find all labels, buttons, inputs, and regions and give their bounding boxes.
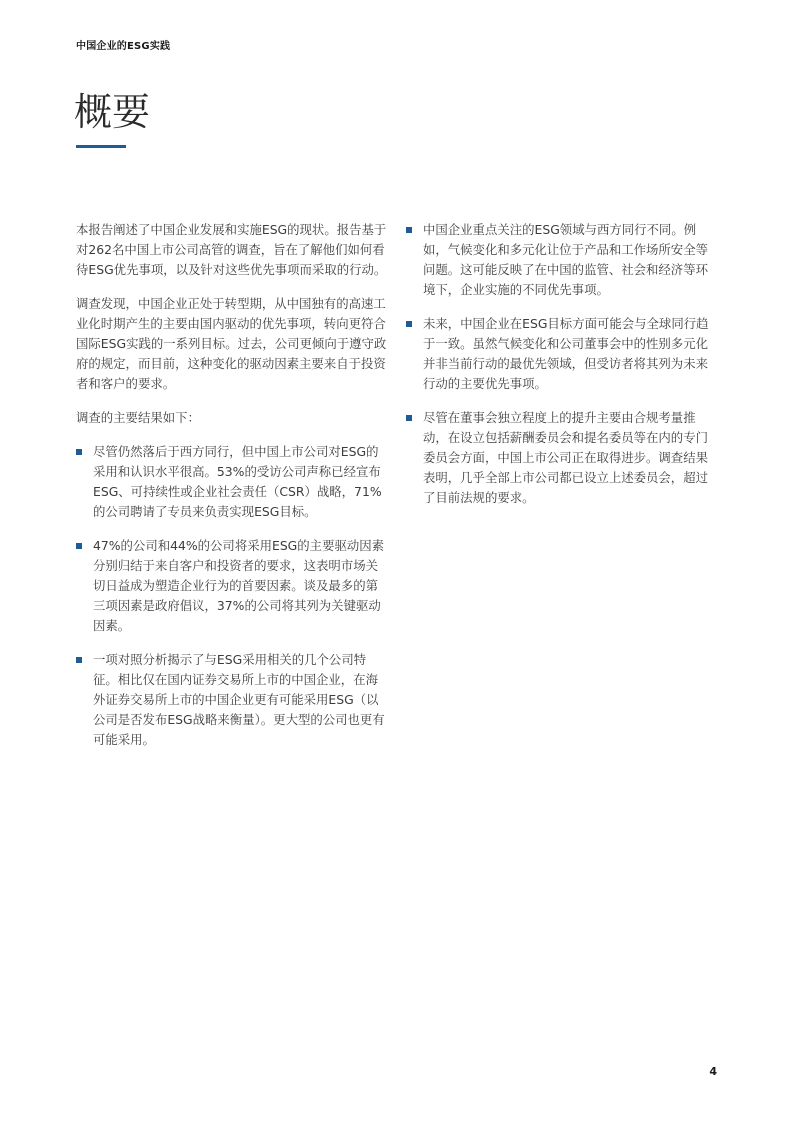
- list-item: [76, 650, 388, 750]
- intro-paragraph: 本报告阐述了中国企业发展和实施ESG的现状。报告基于对262名中国上市公司高管的调查，旨在了解他们如何看待ESG优先事项，以及针对这些优先事项而采取的行动。: [76, 222, 387, 277]
- page-title: 概要: [74, 90, 151, 134]
- results-lead-in: 调查的主要结果如下：: [76, 410, 200, 425]
- list-item-text: 未来，中国企业在ESG目标方面可能会与全球同行趋于一致。虽然气候变化和公司董事会中的性别多元化并非当前行动的最优先领域，但受访者将其列为未来行动的主要优先事项。: [423, 316, 709, 391]
- findings-paragraph: 调查发现，中国企业正处于转型期，从中国独有的高速工业化时期产生的主要由国内驱动的优先事项，转向更符合国际ESG实践的一系列目标。过去，公司更倾向于遵守政府的规定，而目前，这种变化的驱动因素主要来自于投资者和客户的要求。: [76, 296, 387, 391]
- list-item-text: 47%的公司和44%的公司将采用ESG的主要驱动因素分别归结于来自客户和投资者的要求，这表明市场关切日益成为塑造企业行为的首要因素。谈及最多的第三项因素是政府倡议，37%的公司将其列为关键驱动因素。: [93, 538, 385, 633]
- square-bullet-icon: [406, 321, 412, 327]
- running-header: 中国企业的ESG实践: [76, 41, 171, 52]
- left-column: [76, 220, 388, 764]
- list-item: [76, 442, 388, 522]
- list-item-text: 一项对照分析揭示了与ESG采用相关的几个公司特征。相比仅在国内证券交易所上市的中国企业，在海外证券交易所上市的中国企业更有可能采用ESG（以公司是否发布ESG战略来衡量）。更大型的公司也更有可能采用。: [93, 652, 385, 747]
- list-item: [76, 536, 388, 636]
- list-item: [406, 314, 718, 394]
- square-bullet-icon: [76, 543, 82, 549]
- square-bullet-icon: [76, 449, 82, 455]
- right-column: [406, 220, 718, 522]
- square-bullet-icon: [76, 657, 82, 663]
- list-item-text: 中国企业重点关注的ESG领域与西方同行不同。例如，气候变化和多元化让位于产品和工作场所安全等问题。这可能反映了在中国的监管、社会和经济等环境下，企业实施的不同优先事项。: [423, 222, 708, 297]
- square-bullet-icon: [406, 227, 412, 233]
- key-findings-list: [76, 442, 388, 750]
- list-item-text: 尽管在董事会独立程度上的提升主要由合规考量推动，在设立包括薪酬委员会和提名委员等在内的专门委员会方面，中国上市公司正在取得进步。调查结果表明，几乎全部上市公司都已设立上述委员会，超过了目前法规的要求。: [423, 410, 708, 505]
- list-item: [406, 408, 718, 508]
- page-number: 4: [709, 1065, 717, 1078]
- list-item-text: 尽管仍然落后于西方同行，但中国上市公司对ESG的采用和认识水平很高。53%的受访公司声称已经宣布ESG、可持续性或企业社会责任（CSR）战略，71%的公司聘请了专员来负责实现ESG目标。: [93, 444, 382, 519]
- key-findings-list-continued: [406, 220, 718, 508]
- list-item: [406, 220, 718, 300]
- square-bullet-icon: [406, 415, 412, 421]
- title-underline: [76, 145, 126, 148]
